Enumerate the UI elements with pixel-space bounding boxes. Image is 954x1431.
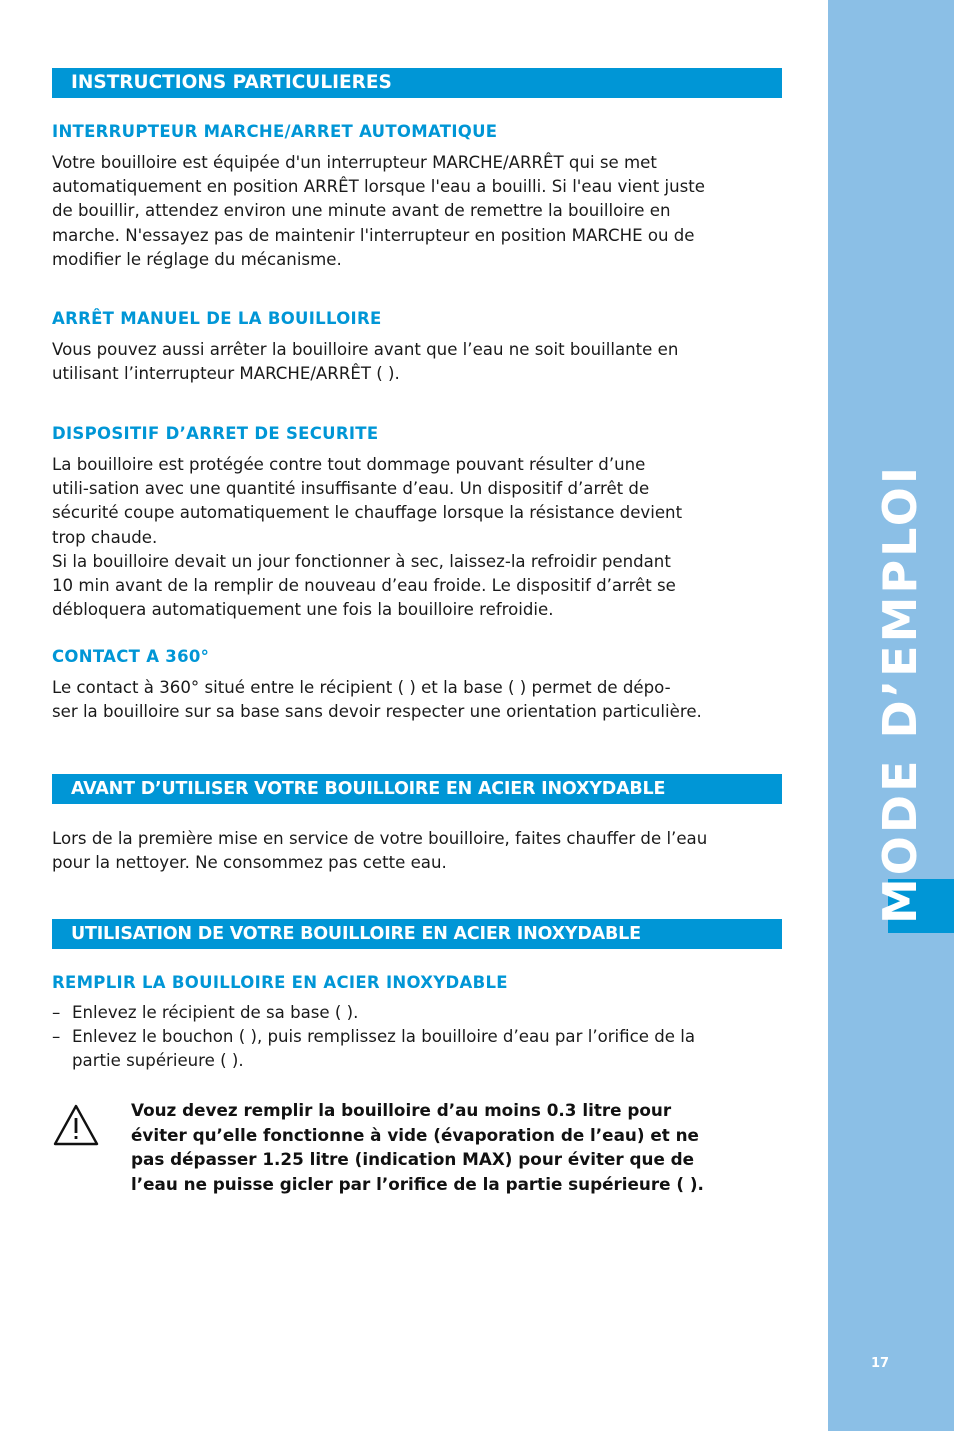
text-line: modifier le réglage du mécanisme. [52,249,342,269]
text-line: de bouillir, attendez environ une minute avant de remettre la bouilloire en [52,201,671,221]
list-item-text: partie supérieure ( ). [72,1051,244,1070]
list-dash: – [52,1027,61,1046]
subheading-interrupteur: INTERRUPTEUR MARCHE/ARRET AUTOMATIQUE [52,122,498,141]
paragraph-avant-utiliser [52,827,792,875]
paragraph-contact-360 [52,676,792,724]
page-number: 17 [871,1356,890,1371]
text-line: pas dépasser 1.25 litre (indication MAX) pour éviter que de [131,1149,695,1169]
text-line: l’eau ne puisse gicler par l’orifice de la partie supérieure ( ). [131,1173,704,1194]
text-line: utili-sation avec une quantité insuffisante d’eau. Un dispositif d’arrêt de [52,479,650,499]
text-line: Votre bouilloire est équipée d'un interrupteur MARCHE/ARRÊT qui se met [52,153,657,172]
text-line: marche. N'essayez pas de maintenir l'interrupteur en position MARCHE ou de [52,225,695,245]
text-line: sécurité coupe automatiquement le chauffage lorsque la résistance devient [52,503,683,523]
text-line: La bouilloire est protégée contre tout dommage pouvant résulter d’une [52,455,646,474]
text-line: 10 min avant de la remplir de nouveau d’eau froide. Le dispositif d’arrêt se [52,576,676,596]
paragraph-interrupteur [52,151,792,272]
text-line: pour la nettoyer. Ne consommez pas cette eau. [52,853,447,873]
subheading-dispositif-securite: DISPOSITIF D’ARRET DE SECURITE [52,424,379,443]
subheading-contact-360: CONTACT A 360° [52,647,210,666]
warning-triangle-icon [53,1104,99,1146]
text-line: débloquera automatiquement une fois la bouilloire refroidie. [52,600,554,620]
text-line: trop chaude. [52,527,158,547]
section-heading-instructions: INSTRUCTIONS PARTICULIERES [52,68,782,98]
text-line: Vouz devez remplir la bouilloire d’au moins 0.3 litre pour [131,1100,672,1120]
paragraph-dispositif-securite [52,453,792,622]
text-line: Si la bouilloire devait un jour fonctionner à sec, laissez-la refroidir pendant [52,551,671,571]
sidebar-title: MODE D’EMPLOI [873,464,927,924]
subheading-remplir: REMPLIR LA BOUILLOIRE EN ACIER INOXYDABLE [52,973,508,992]
subheading-arret-manuel: ARRÊT MANUEL DE LA BOUILLOIRE [52,309,382,328]
text-line: éviter qu’elle fonctionne à vide (évaporation de l’eau) et ne [131,1124,699,1145]
section-heading-avant-utiliser: AVANT D’UTILISER VOTRE BOUILLOIRE EN ACIER INOXYDABLE [52,774,782,804]
paragraph-arret-manuel [52,338,792,386]
text-line: Vous pouvez aussi arrêter la bouilloire avant que l’eau ne soit bouillante en [52,340,679,359]
list-dash: – [52,1003,61,1022]
section-heading-utilisation: UTILISATION DE VOTRE BOUILLOIRE EN ACIER INOXYDABLE [52,919,782,949]
text-line: Le contact à 360° situé entre le récipient ( ) et la base ( ) permet de dépo- [52,678,671,697]
text-line: automatiquement en position ARRÊT lorsque l'eau a bouilli. Si l'eau vient juste [52,177,705,197]
warning-text [131,1098,704,1196]
text-line: Lors de la première mise en service de votre bouilloire, faites chauffer de l’eau [52,829,708,848]
list-item-text: Enlevez le bouchon ( ), puis remplissez la bouilloire d’eau par l’orifice de la [72,1027,696,1046]
text-line: utilisant l’interrupteur MARCHE/ARRÊT ( ). [52,364,400,384]
text-line: ser la bouilloire sur sa base sans devoir respecter une orientation particulière. [52,702,702,722]
list-item-text: Enlevez le récipient de sa base ( ). [72,1003,359,1022]
